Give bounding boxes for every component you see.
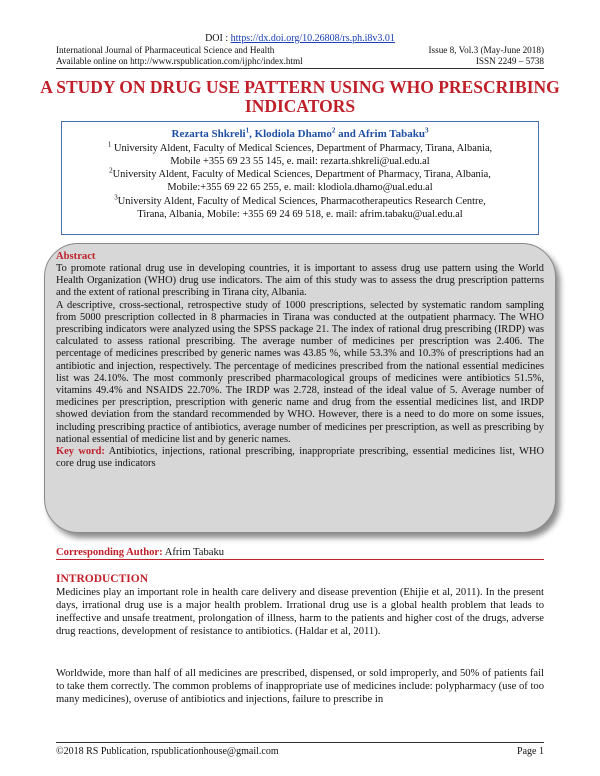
abstract-heading: Abstract (56, 251, 96, 262)
corresponding-rule (56, 559, 544, 560)
affiliation-1-line1: University Aldent, Faculty of Medical Sciences, Department of Pharmacy, Tirana, Albania, (111, 143, 493, 154)
affiliation-1 (64, 142, 536, 168)
doi-line (0, 33, 600, 45)
author-3: Afrim Tabaku (358, 128, 425, 140)
author-2-sup: 2 (331, 126, 336, 135)
affiliation-1-sup: 1 (107, 140, 112, 149)
introduction-paragraph-2 (56, 667, 544, 706)
affiliation-3-line1: University Aldent, Faculty of Medical Sciences, Pharmacotherapeutics Research Centre, (117, 196, 486, 207)
affiliation-2-sup: 2 (109, 166, 113, 175)
keywords (56, 446, 544, 470)
introduction-heading: INTRODUCTION (56, 573, 149, 585)
footer-rule (56, 742, 544, 743)
author-1: Rezarta Shkreli (171, 128, 246, 140)
author-3-sup: 3 (424, 126, 429, 135)
affiliation-3-line2: Tirana, Albania, Mobile: +355 69 24 69 518, e. mail: afrim.tabaku@ual.edu.al (137, 209, 463, 220)
affiliation-2-line1: University Aldent, Faculty of Medical Sciences, Department of Pharmacy, Tirana, Albania, (112, 169, 491, 180)
doi-label: DOI : (205, 33, 231, 44)
affiliation-3 (64, 195, 536, 221)
abstract-body (56, 263, 544, 470)
author-1-sup: 1 (245, 126, 250, 135)
affiliation-2 (64, 168, 536, 194)
keywords-text: Antibiotics, injections, rational prescribing, inappropriate prescribing, essential medicines list, WHO core drug use indicators (56, 446, 544, 470)
corresponding-author (56, 547, 224, 559)
intro-text-1: Medicines play an important role in health care delivery and disease prevention (Ehijie et al, 2011). In the present days, irrational drug use is a major health problem. Irrational drug use is a global health problem that leads to ineffective and unsafe treatment, prolongation of illness, harm to the patients and higher cost of the drugs, adverse drug reactions, development of resistance to antibiotics. (Haldar et al, 2011). (56, 587, 544, 637)
abstract-paragraph-2: A descriptive, cross-sectional, retrospective study of 1000 prescriptions, selected by systematic random sampling from 5000 prescription collected in 8 pharmacies in Tirana was conducted at the outpatient pharmacy. The WHO prescribing indicators were analyzed using the SPSS package 21. The index of rational drug prescribing (IRDP) was calculated to assess rational prescribing. The average number of medicines per prescription was 2.406. The percentage of medicines prescribed by generic names was 43.85 %, while 53.3% and 10.3% of prescriptions had an antibiotic and injection, respectively. The percentage of medicines prescribed from the national essential medicines list was 24.10%. The most commonly prescribed pharmacological groups of medicines were antibiotics 51.5%, vitamins 49.4% and NSAIDS 22.70%. The IRDP was 2.728, instead of the ideal value of 5. Average number of medicines per prescription, prescription with generic name and drug from the essential medicines list, and IRDP showed deviation from the standard recommended by WHO. However, there is a need to do more on some issues, including prescribing practice of antibiotics, average number of medicines per prescription, as well as prescribing by national essential of medicine list and by generic names. (56, 299, 544, 445)
header-rule (56, 68, 544, 69)
doi-link[interactable]: https://dx.doi.org/10.26808/rs.ph.i8v3.01 (230, 33, 395, 44)
intro-text-2: Worldwide, more than half of all medicines are prescribed, dispensed, or sold improperly, and 50% of patients fail to take them correctly. The common problems of inappropriate use of medicines include: polypharmacy (use of too many medicines), overuse of antibiotics and injections, failure to prescribe in (56, 668, 544, 705)
affiliation-2-line2: Mobile:+355 69 22 65 255, e. mail: klodiola.dhamo@ual.edu.al (167, 182, 433, 193)
issn: ISSN 2249 – 5738 (475, 56, 544, 66)
abstract-paragraph-1: To promote rational drug use in developing countries, it is important to assess drug use pattern using the World Health Organization (WHO) drug use indicators. The aim of this study was to assess the drug prescription patterns and the extent of rational prescribing in Tirana city, Albania. (56, 263, 544, 299)
corresponding-author-label: Corresponding Author: (56, 547, 163, 558)
paper-title: A STUDY ON DRUG USE PATTERN USING WHO PRESCRIBING INDICATORS (40, 77, 560, 116)
introduction-paragraph-1 (56, 586, 544, 638)
journal-name: International Journal of Pharmaceutical Science and Health (56, 45, 275, 55)
page-number: Page 1 (517, 746, 544, 757)
keywords-label: Key word: (56, 446, 105, 458)
author-separator: and (335, 128, 359, 140)
footer-copyright: ©2018 RS Publication, rspublicationhouse@gmail.com (56, 746, 279, 757)
affiliation-3-sup: 3 (114, 193, 118, 202)
issue-info: Issue 8, Vol.3 (May-June 2018) (428, 45, 544, 55)
author-list (61, 128, 539, 141)
available-online: Available online on http://www.rspublication.com/ijphc/index.html (56, 56, 303, 66)
author-separator: , (249, 128, 255, 140)
corresponding-author-name: Afrim Tabaku (162, 547, 225, 558)
author-2: Klodiola Dhamo (254, 128, 332, 140)
affiliation-1-line2: Mobile +355 69 23 55 145, e. mail: rezarta.shkreli@ual.edu.al (170, 156, 430, 167)
